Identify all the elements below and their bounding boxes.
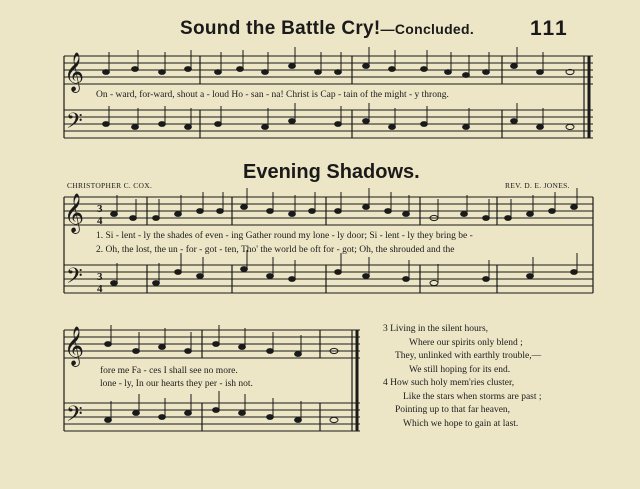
evening-shadows-title: Evening Shadows. bbox=[243, 161, 420, 183]
stanza-3-line-3: They, unlinked with earthly trouble,— bbox=[395, 351, 542, 361]
stanza-4-line-1: 4 How such holy mem'ries cluster, bbox=[383, 378, 515, 388]
page-number: 111 bbox=[530, 17, 569, 40]
stanza-4-line-3: Pointing up to that far heaven, bbox=[395, 405, 511, 415]
svg-text:3: 3 bbox=[97, 271, 103, 283]
battle-cry-lyrics: On - ward, for-ward, shout a - loud Ho - san - na! Christ is Cap - tain of the might - y throng. bbox=[96, 90, 449, 100]
song-title: Sound the Battle Cry! bbox=[180, 18, 381, 39]
svg-text:4: 4 bbox=[97, 283, 103, 295]
treble-clef-icon: 𝄞 bbox=[64, 52, 85, 92]
time-signature: 3 bbox=[97, 203, 103, 215]
bass-clef-icon: 𝄢 bbox=[66, 109, 83, 139]
stanza-3-line-2: Where our spirits only blend ; bbox=[409, 337, 523, 348]
author-credit: CHRISTOPHER C. COX. bbox=[67, 181, 153, 190]
stanza-3 bbox=[383, 323, 541, 377]
stanza-3-line-4: We still hoping for its end. bbox=[409, 364, 511, 375]
verse-1-line-1: 1. Si - lent - ly the shades of even - ing Gather round my lone - ly door; Si - lent - ly they bring be - bbox=[96, 231, 473, 241]
stanza-4-line-2: Like the stars when storms are past ; bbox=[403, 391, 542, 402]
bass-clef-icon: 𝄢 bbox=[66, 264, 83, 294]
composer-credit: REV. D. E. JONES. bbox=[505, 181, 570, 190]
treble-clef-icon: 𝄞 bbox=[64, 193, 85, 233]
verse-1-line-2: fore me Fa - ces I shall see no more. bbox=[100, 366, 238, 376]
svg-text:4: 4 bbox=[97, 215, 103, 227]
verse-2-line-2: lone - ly, In our hearts they per - ish not. bbox=[100, 379, 253, 389]
song-subtitle: —Concluded. bbox=[380, 21, 475, 37]
stanza-4-line-4: Which we hope to gain at last. bbox=[403, 418, 519, 429]
stanza-4 bbox=[383, 377, 542, 431]
bass-clef-icon: 𝄢 bbox=[66, 402, 83, 432]
treble-clef-icon: 𝄞 bbox=[64, 326, 85, 366]
verse-2-line-1: 2. Oh, the lost, the un - for - got - ten, Tho' the world be oft for - got; Oh, the shrouded and the bbox=[96, 245, 455, 255]
stanza-3-line-1: 3 Living in the silent hours, bbox=[383, 324, 489, 334]
